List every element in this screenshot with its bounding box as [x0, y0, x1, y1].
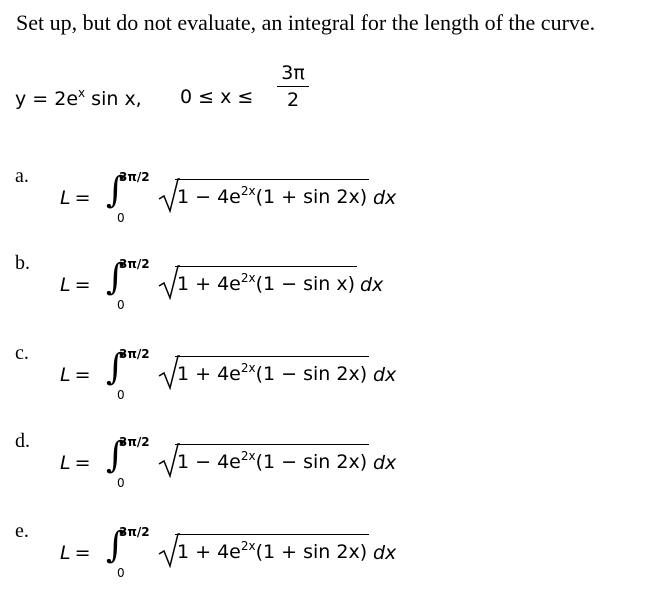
integrand-exponent: 2x — [240, 539, 256, 553]
choice-letter: e. — [15, 520, 29, 542]
lower-limit: 0 — [117, 298, 125, 312]
choice-a[interactable] — [15, 165, 635, 235]
integrand-exponent: 2x — [240, 361, 256, 375]
integrand-pre: 1 − 4e — [177, 186, 241, 208]
differential: dx — [360, 274, 384, 296]
upper-limit: 3π/2 — [119, 257, 150, 271]
choice-c[interactable] — [15, 342, 635, 412]
fraction-bar — [277, 86, 309, 87]
choice-letter: c. — [15, 342, 29, 364]
integrand-pre: 1 + 4e — [177, 273, 241, 295]
choice-e[interactable] — [15, 520, 635, 590]
lhs-variable: L — [60, 187, 71, 209]
curve-equation — [15, 86, 142, 110]
choice-lhs — [60, 542, 91, 564]
integral-sign: ∫ — [106, 257, 125, 298]
curve-equation-rest: sin x, — [85, 88, 142, 110]
choice-letter: b. — [15, 252, 30, 274]
fraction-denominator: 2 — [286, 89, 300, 111]
lhs-variable: L — [60, 452, 71, 474]
lower-limit: 0 — [117, 566, 125, 580]
lhs-variable: L — [60, 542, 71, 564]
curve-exponent: x — [78, 86, 86, 100]
integrand — [175, 179, 369, 214]
upper-limit: 3π/2 — [119, 435, 150, 449]
differential: dx — [373, 364, 397, 386]
choice-lhs — [60, 452, 91, 474]
integrand-exponent: 2x — [240, 271, 256, 285]
integrand-post: (1 − sin 2x) — [255, 363, 368, 385]
integrand-post: (1 + sin 2x) — [255, 541, 368, 563]
choice-letter: d. — [15, 430, 30, 452]
integrand-post: (1 + sin 2x) — [255, 186, 368, 208]
differential: dx — [373, 187, 397, 209]
integral-sign: ∫ — [106, 170, 125, 211]
lhs-variable: L — [60, 364, 71, 386]
integrand-pre: 1 + 4e — [177, 541, 241, 563]
curve-equation-main: y = 2e — [15, 88, 79, 110]
choice-letter: a. — [15, 165, 29, 187]
equals-sign: = — [74, 364, 91, 386]
equals-sign: = — [74, 542, 91, 564]
integrand-exponent: 2x — [240, 449, 256, 463]
upper-limit: 3π/2 — [119, 170, 150, 184]
integral-sign: ∫ — [106, 347, 125, 388]
integrand — [175, 444, 369, 479]
integrand-post: (1 − sin x) — [255, 273, 356, 295]
lhs-variable: L — [60, 274, 71, 296]
integrand-post: (1 − sin 2x) — [255, 451, 368, 473]
lower-limit: 0 — [117, 211, 125, 225]
integrand — [175, 266, 357, 301]
integrand-pre: 1 − 4e — [177, 451, 241, 473]
equals-sign: = — [74, 187, 91, 209]
differential: dx — [373, 452, 397, 474]
integrand-pre: 1 + 4e — [177, 363, 241, 385]
upper-limit: 3π/2 — [119, 347, 150, 361]
equals-sign: = — [74, 452, 91, 474]
integral-sign: ∫ — [106, 435, 125, 476]
lower-limit: 0 — [117, 388, 125, 402]
choice-b[interactable] — [15, 252, 635, 322]
question-text: Set up, but do not evaluate, an integral for the length of the curve. — [16, 10, 596, 35]
integrand — [175, 534, 369, 569]
lower-limit: 0 — [117, 476, 125, 490]
fraction-numerator: 3π — [281, 62, 305, 84]
integral-sign: ∫ — [106, 525, 125, 566]
choice-d[interactable] — [15, 430, 635, 500]
choice-lhs — [60, 187, 91, 209]
upper-limit: 3π/2 — [119, 525, 150, 539]
upper-bound-fraction — [273, 62, 313, 111]
equals-sign: = — [74, 274, 91, 296]
integrand — [175, 356, 369, 391]
integrand-exponent: 2x — [240, 184, 256, 198]
choice-lhs — [60, 364, 91, 386]
given-curve — [15, 62, 335, 132]
differential: dx — [373, 542, 397, 564]
choice-lhs — [60, 274, 91, 296]
domain-range: 0 ≤ x ≤ — [180, 86, 254, 108]
